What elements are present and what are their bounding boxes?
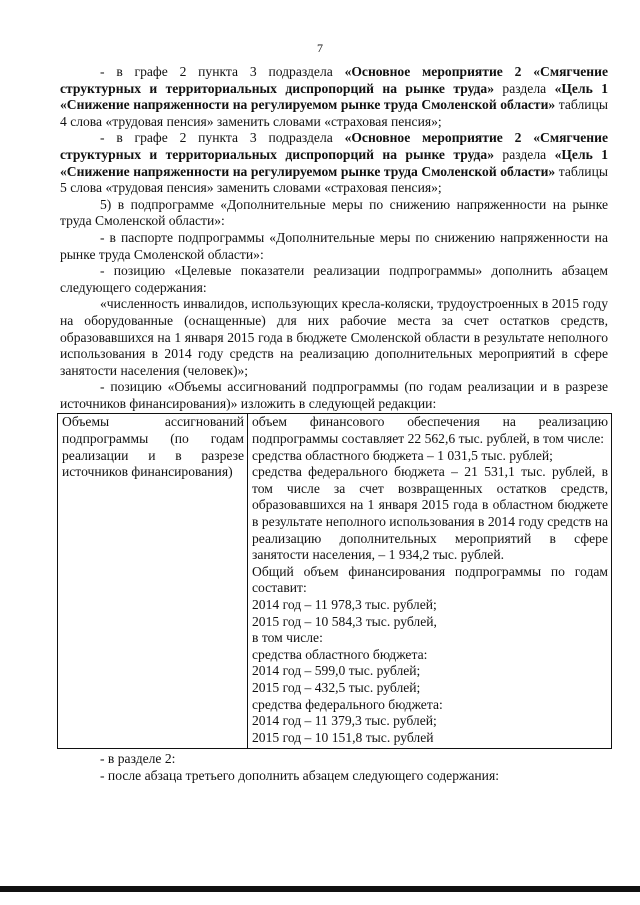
paragraph-5: - позицию «Целевые показатели реализации подпрограммы» дополнить абзацем следующего содержания: [60, 263, 608, 295]
table-row [58, 414, 612, 749]
p2-text-end: таблицы 5 слова «трудовая пенсия» заменить словами «страховая пенсия»; [60, 163, 608, 196]
table-line: 2015 год – 10 151,8 тыс. рублей [252, 729, 434, 745]
p1-text-mid: раздела [494, 80, 555, 96]
bottom-border-bar [0, 886, 640, 892]
paragraph-9: - после абзаца третьего дополнить абзацем следующего содержания: [100, 767, 499, 783]
table-line: средства федерального бюджета: [252, 696, 443, 712]
document-body [60, 64, 608, 785]
table-line: объем финансового обеспечения на реализацию подпрограммы составляет 22 562,6 тыс. рублей, в том числе: [252, 414, 608, 447]
table-line: Общий объем финансирования подпрограммы по годам составит: [252, 563, 608, 596]
p1-text: - в графе 2 пункта 3 подраздела [100, 64, 345, 79]
p2-text-mid: раздела [494, 146, 555, 162]
p1-text-end: таблицы 4 слова «трудовая пенсия» заменить словами «страховая пенсия»; [60, 97, 608, 129]
paragraph-2 [60, 130, 608, 196]
table-cell-content [248, 414, 612, 749]
table-line: средства федерального бюджета – 21 531,1 тыс. рублей, в том числе за счет возвращенных остатков средств, образовавшихся на 1 января 2015 года в областном бюджете в результате неполного использования в 2014 году средств на реализацию дополнительных мероприятий в сфере занятости населения, – 1 934,2 тыс. рублей. [252, 464, 608, 563]
paragraph-8: - в разделе 2: [100, 751, 176, 767]
table-line: средства областного бюджета: [252, 646, 428, 662]
table-line: 2014 год – 11 978,3 тыс. рублей; [252, 597, 437, 612]
page-number: 7 [317, 41, 323, 55]
paragraph-3: 5) в подпрограмме «Дополнительные меры по снижению напряженности на рынке труда Смоленской области»: [60, 196, 608, 229]
table-line: 2014 год – 11 379,3 тыс. рублей; [252, 713, 437, 729]
table-line: 2014 год – 599,0 тыс. рублей; [252, 663, 421, 679]
table-line: 2015 год – 10 584,3 тыс. рублей, [252, 613, 437, 629]
p1-bold-subsection: «Основное мероприятие 2 «Смягчение структурных и территориальных диспропорций на рынке труда» [60, 64, 609, 96]
table-line: средства областного бюджета – 1 031,5 тыс. рублей; [252, 447, 553, 463]
p2-text: - в графе 2 пункта 3 подраздела [100, 130, 345, 146]
paragraph-1 [60, 64, 608, 130]
paragraph-4: - в паспорте подпрограммы «Дополнительные меры по снижению напряженности на рынке труда Смоленской области»: [60, 229, 608, 262]
p2-bold-subsection: «Основное мероприятие 2 «Смягчение структурных и территориальных диспропорций на рынке труда» [60, 130, 609, 162]
table-line: 2015 год – 432,5 тыс. рублей; [252, 679, 421, 695]
table-cell-label: Объемы ассигнований подпрограммы (по годам реализации и в разрезе источников финансирования) [58, 414, 248, 749]
p1-bold-section: «Цель 1 «Снижение напряженности на регулируемом рынке труда Смоленской области» [60, 80, 608, 113]
allocation-table [57, 413, 612, 749]
paragraph-7: - позицию «Объемы ассигнований подпрограммы (по годам реализации и в разрезе источников финансирования)» изложить в следующей редакции: [60, 379, 608, 411]
paragraph-6: «численность инвалидов, использующих кресла-коляски, трудоустроенных в 2015 году на оборудованные (оснащенные) для них рабочие места за счет остатков средств, образовавшихся на 1 января 2015 года в бюджете Смоленской области в результате неполного использования в 2014 году средств на реализацию дополнительных мероприятий в сфере занятости населения (человек)»; [60, 296, 608, 378]
table-line: в том числе: [252, 630, 323, 646]
p2-bold-section: «Цель 1 «Снижение напряженности на регулируемом рынке труда Смоленской области» [60, 146, 608, 179]
